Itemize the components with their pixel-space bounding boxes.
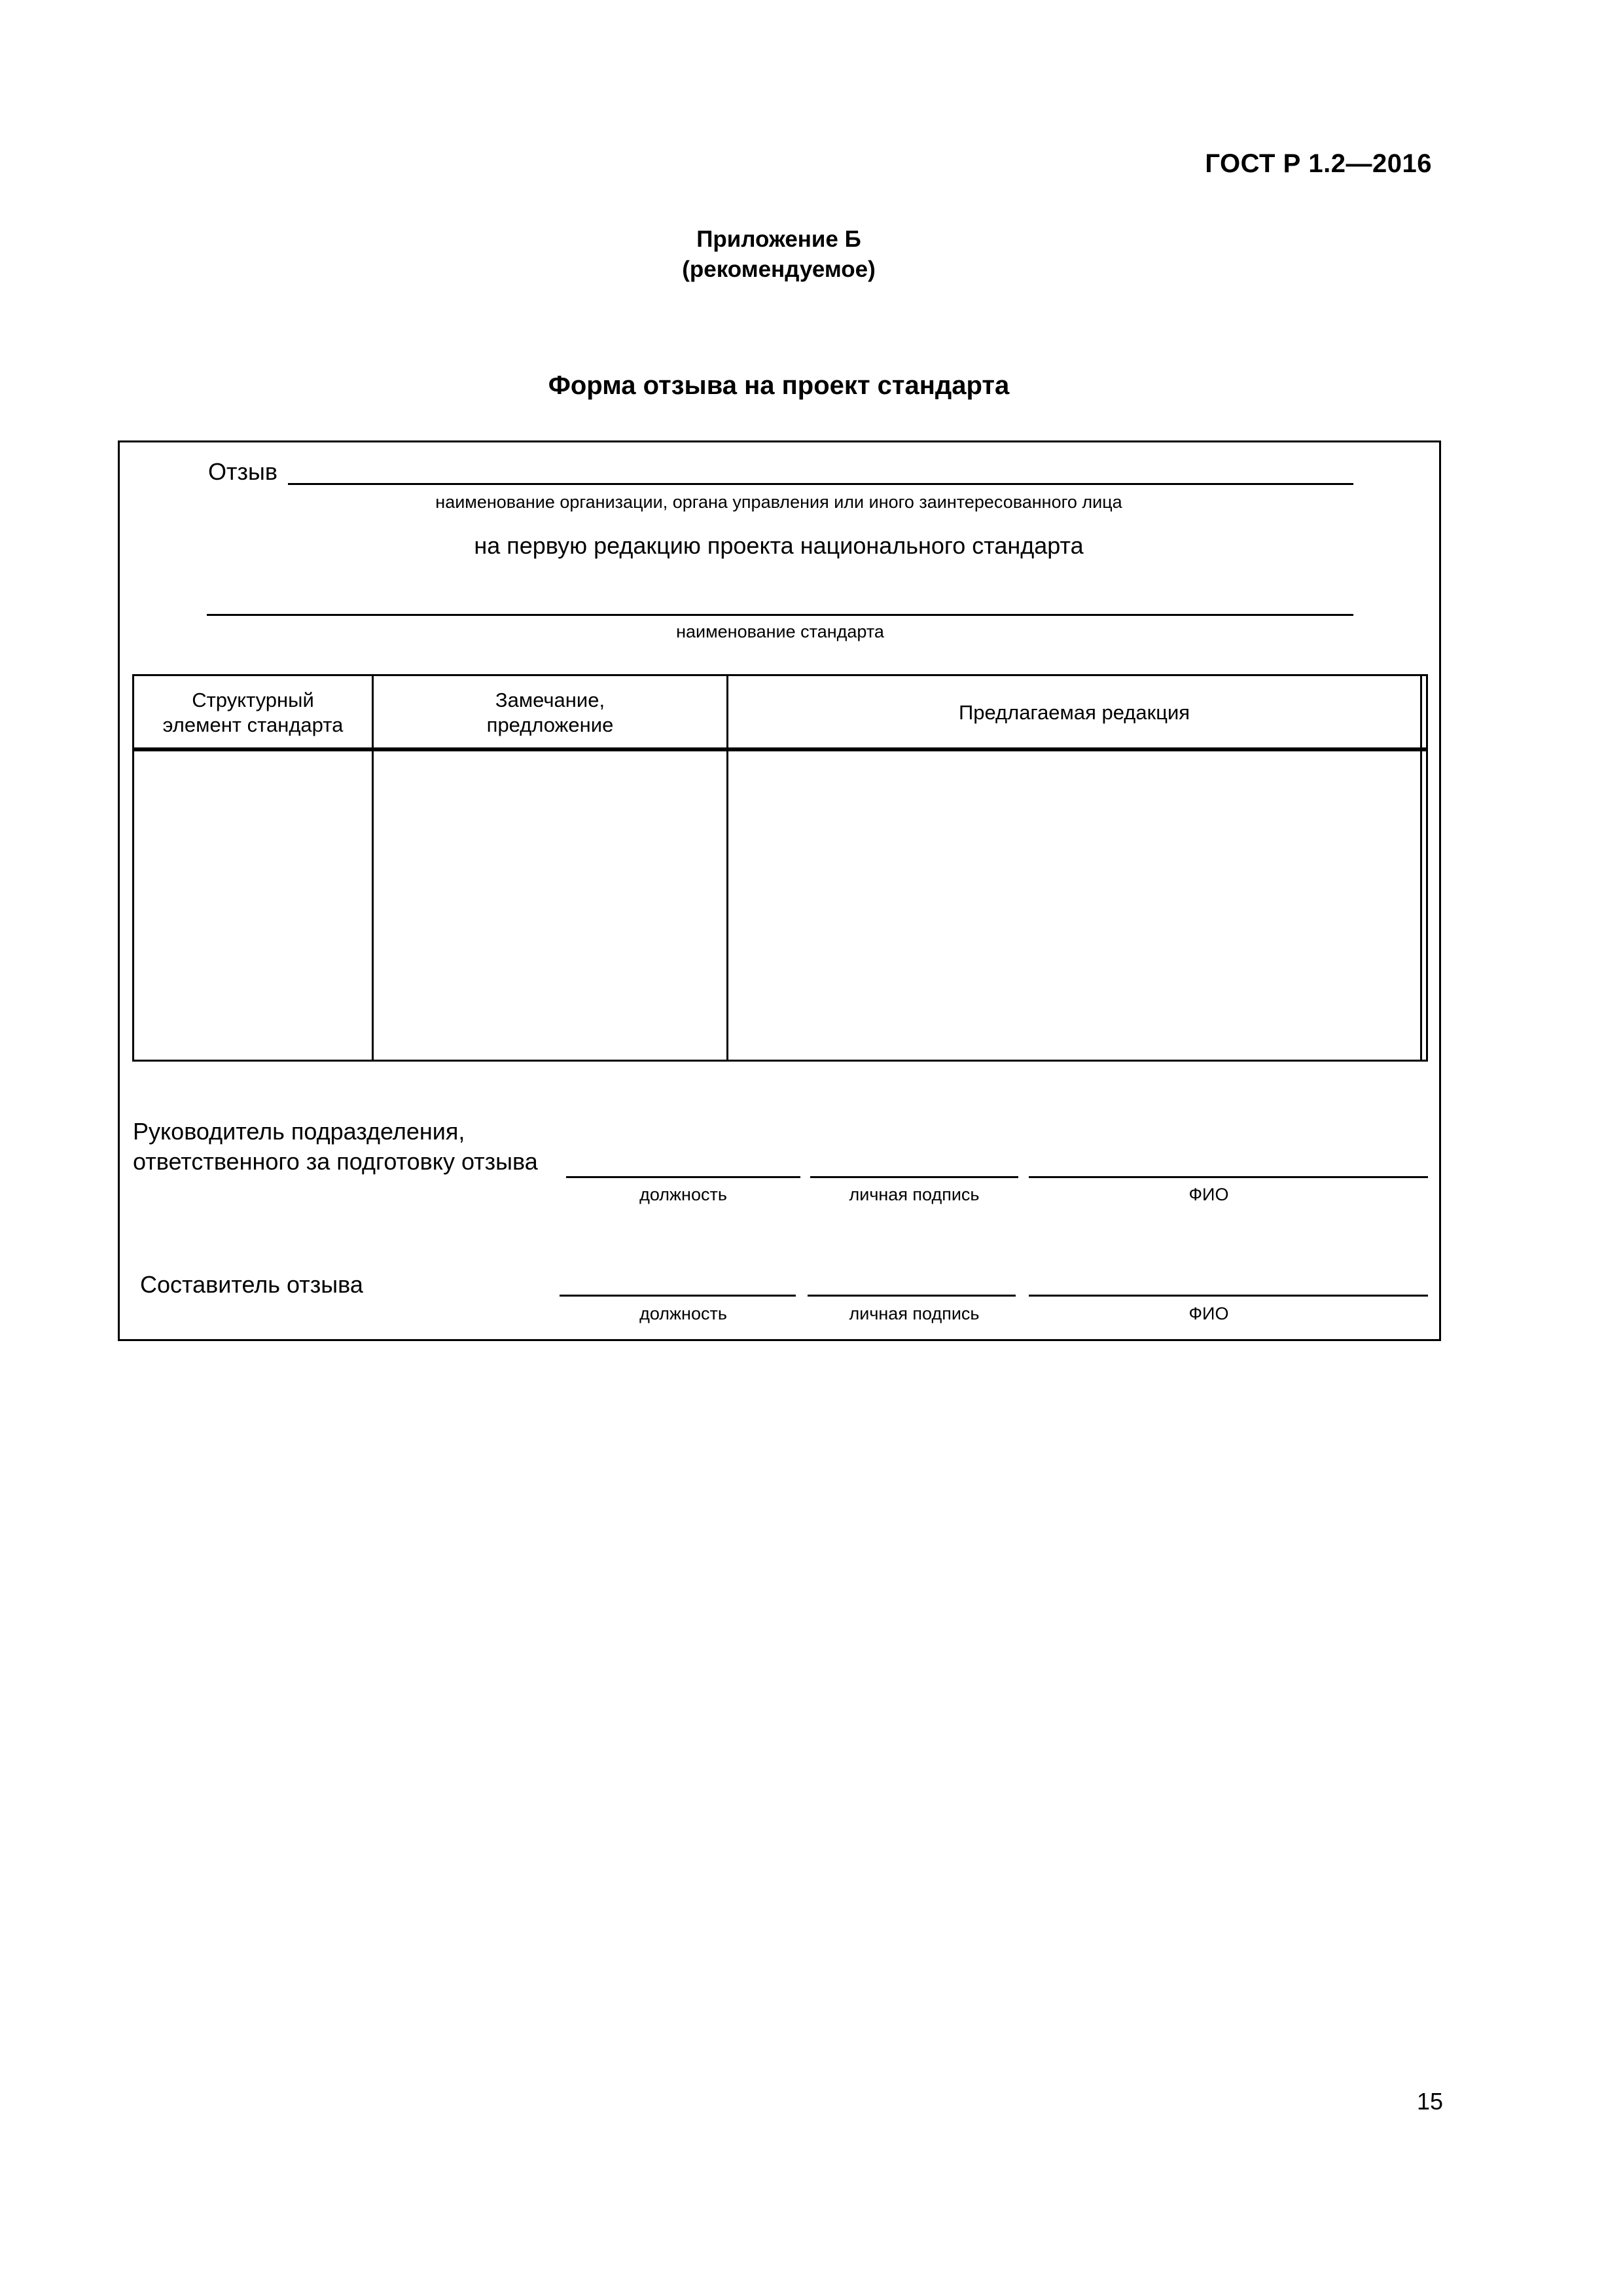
- author-signature-field[interactable]: [808, 1295, 1016, 1297]
- page-number: 15: [1416, 2088, 1443, 2115]
- head-signature-field[interactable]: [810, 1176, 1018, 1178]
- head-label-line1: Руководитель подразделения,: [133, 1118, 465, 1145]
- head-signature-caption: личная подпись: [849, 1185, 980, 1204]
- table-divider-right: [1420, 674, 1422, 1062]
- table-cell-proposed[interactable]: [729, 756, 1419, 1058]
- standard-name-caption: наименование стандарта: [676, 622, 884, 641]
- head-name-caption: ФИО: [1188, 1185, 1229, 1204]
- edition-text: на первую редакцию проекта национального стандарта: [474, 532, 1084, 559]
- author-label: Составитель отзыва: [140, 1271, 363, 1298]
- annex-title: Приложение Б: [696, 226, 861, 252]
- form-title: Форма отзыва на проект стандарта: [548, 371, 1010, 400]
- head-label-line2: ответственного за подготовку отзыва: [133, 1148, 538, 1175]
- organization-caption: наименование организации, органа управления или иного заинтересованного лица: [435, 492, 1122, 512]
- head-position-caption: должность: [639, 1185, 727, 1204]
- annex-status: (рекомендуемое): [682, 257, 876, 282]
- table-header-element: Структурный элемент стандарта: [162, 689, 344, 736]
- head-name-field[interactable]: [1029, 1176, 1428, 1178]
- head-position-field[interactable]: [566, 1176, 800, 1178]
- author-signature-caption: личная подпись: [849, 1304, 980, 1323]
- author-name-caption: ФИО: [1188, 1304, 1229, 1323]
- author-name-field[interactable]: [1029, 1295, 1428, 1297]
- table-header-proposed: Предлагаемая редакция: [958, 701, 1190, 724]
- table-cell-element[interactable]: [135, 756, 370, 1058]
- organization-field[interactable]: [288, 483, 1353, 485]
- standard-name-field[interactable]: [207, 614, 1353, 616]
- table-header-remark: Замечание, предложение: [486, 689, 614, 736]
- review-label: Отзыв: [208, 458, 277, 485]
- table-header-separator: [132, 747, 1428, 751]
- standard-code: ГОСТ Р 1.2—2016: [1205, 149, 1432, 178]
- table-cell-remark[interactable]: [374, 756, 725, 1058]
- author-position-caption: должность: [639, 1304, 727, 1323]
- author-position-field[interactable]: [560, 1295, 796, 1297]
